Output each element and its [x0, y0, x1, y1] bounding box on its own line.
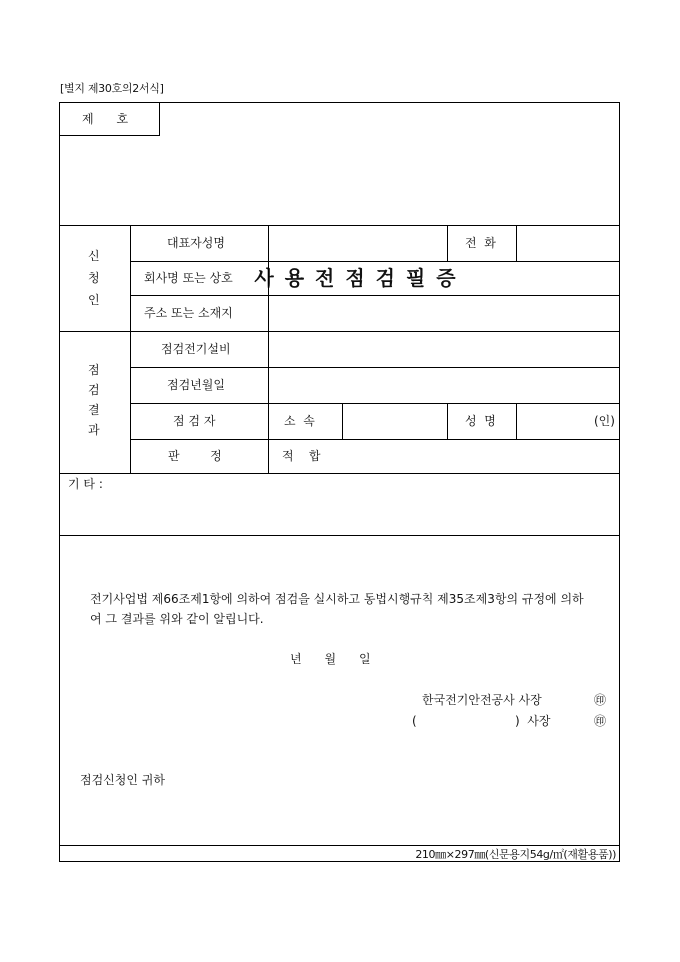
other-label: 기 타 :	[68, 477, 103, 491]
result-group-label-2: 검	[88, 383, 100, 397]
seal-icon: ㊞	[594, 693, 607, 707]
rule	[130, 439, 619, 440]
phone-label: 전 화	[465, 236, 496, 250]
inspector-label: 점 검 자	[173, 414, 216, 428]
paper-spec: 210㎜×297㎜(신문용지54g/㎡(재활용품))	[415, 848, 616, 861]
col-group-divider	[130, 225, 131, 473]
col-label-divider	[268, 225, 269, 473]
judgment-label: 판 정	[168, 449, 222, 463]
col-phone-value-divider	[516, 225, 517, 261]
date-line: 년 월 일	[290, 652, 371, 666]
rep-name-label: 대표자성명	[167, 236, 225, 250]
affiliation-label: 소 속	[284, 414, 315, 428]
seal-mark: (인)	[594, 414, 615, 428]
page-title: 사용전점검필증	[254, 266, 467, 290]
col-name-divider	[447, 403, 448, 439]
number-box-bottom	[60, 135, 160, 136]
col-affiliation-divider	[342, 403, 343, 439]
rule-applicant-top	[60, 225, 619, 226]
rule-other-top	[60, 473, 619, 474]
rule	[130, 367, 619, 368]
facility-label: 점검전기설비	[161, 342, 231, 356]
col-phone-divider	[447, 225, 448, 261]
rule	[130, 295, 619, 296]
result-group-label-4: 과	[88, 423, 100, 437]
result-group-label-3: 결	[88, 403, 100, 417]
seal-icon: ㊞	[594, 714, 607, 728]
rule-body-top	[60, 535, 619, 536]
applicant-group-label-1: 신	[88, 249, 100, 263]
number-box-divider	[159, 103, 160, 135]
form-caption: [별지 제30호의2서식]	[60, 82, 164, 95]
company-label: 회사명 또는 상호	[144, 271, 233, 285]
rule	[130, 261, 619, 262]
notice-text: 전기사업법 제66조제1항에 의하여 점검을 실시하고 동법시행규칙 제35조제3항의 규정에 의하여 그 결과를 위와 같이 알립니다.	[90, 592, 584, 626]
address-label: 주소 또는 소재지	[144, 306, 233, 320]
issuer-1: 한국전기안전공사 사장	[422, 693, 542, 707]
issuer-2: ) 사장	[515, 714, 551, 728]
col-name-value-divider	[516, 403, 517, 439]
issuer-2-open: (	[412, 714, 417, 728]
rule-result-top	[60, 331, 619, 332]
recipient: 점검신청인 귀하	[80, 773, 165, 787]
name-label: 성 명	[465, 414, 496, 428]
certificate-form	[59, 102, 620, 862]
date-label: 점검년월일	[167, 378, 225, 392]
rule	[130, 403, 619, 404]
number-label: 제 호	[82, 112, 129, 126]
applicant-group-label-2: 청	[88, 271, 100, 285]
rule-footer-top	[60, 845, 619, 846]
applicant-group-label-3: 인	[88, 293, 100, 307]
judgment-value: 적 합	[282, 449, 321, 463]
result-group-label-1: 점	[88, 363, 100, 377]
